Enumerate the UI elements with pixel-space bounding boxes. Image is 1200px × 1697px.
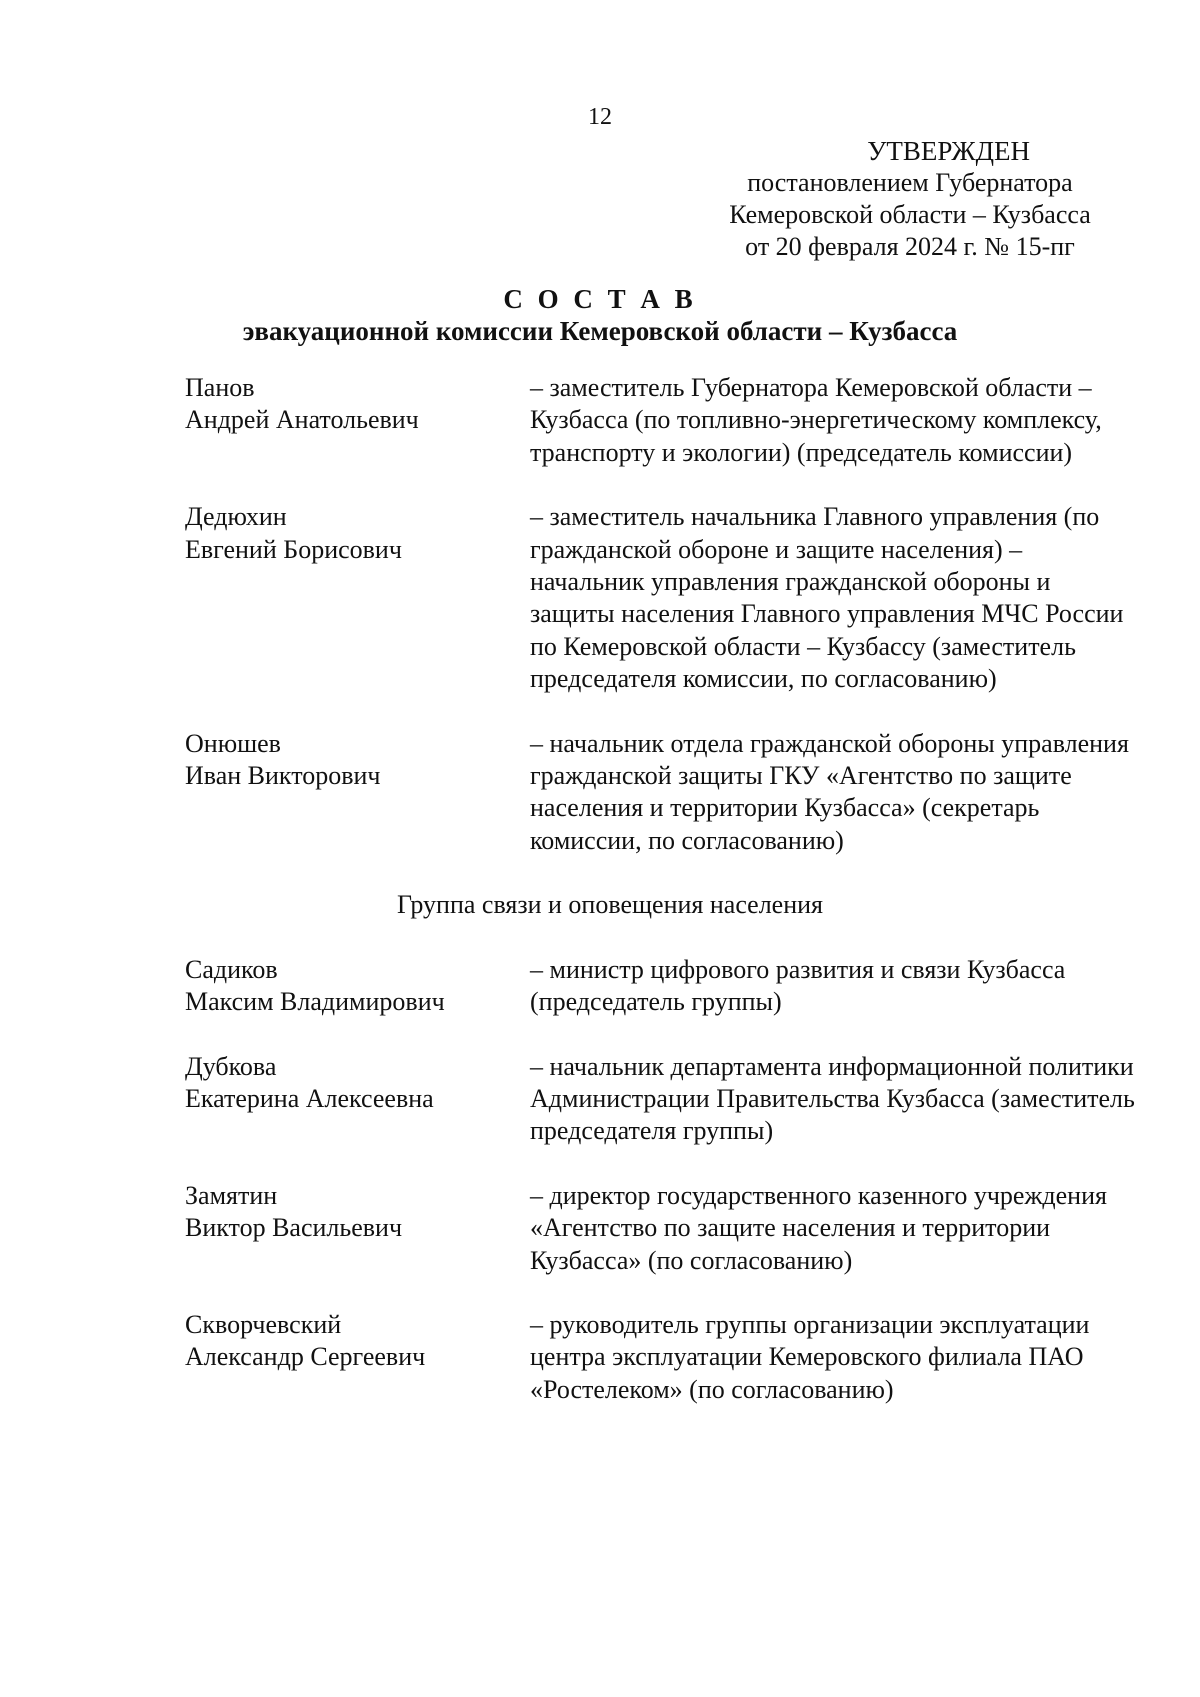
member-surname: Онюшев — [185, 728, 281, 758]
member-entry — [185, 728, 1135, 858]
member-given-name: Иван Викторович — [185, 761, 381, 791]
member-name — [185, 954, 530, 1019]
member-role: – заместитель начальника Главного управления (по гражданской обороне и защите населения) – начальник управления гражданской обороны и защиты населения Главного управления МЧС России по Кемеровской области – Кузбассу (заместитель председателя комиссии, по согласованию) — [530, 502, 1124, 694]
member-entry — [185, 1309, 1135, 1406]
member-given-name: Екатерина Алексеевна — [185, 1083, 434, 1113]
member-role: – руководитель группы организации эксплуатации центра эксплуатации Кемеровского филиала ПАО «Ростелеком» (по согласованию) — [530, 1309, 1090, 1404]
member-entry — [185, 954, 1135, 1019]
member-role: – министр цифрового развития и связи Кузбасса (председатель группы) — [530, 954, 1066, 1017]
member-name — [185, 1180, 530, 1277]
member-name — [185, 372, 530, 469]
document-title: С О С Т А В — [503, 284, 697, 314]
document-subtitle: эвакуационной комиссии Кемеровской области – Кузбасса — [242, 316, 958, 346]
page-number: 12 — [588, 104, 612, 130]
member-name — [185, 728, 530, 858]
member-given-name: Виктор Васильевич — [185, 1213, 403, 1243]
member-entry — [185, 372, 1135, 469]
approval-line-1: постановлением Губернатора — [747, 168, 1073, 197]
member-given-name: Андрей Анатольевич — [185, 405, 419, 435]
member-surname: Дедюхин — [185, 502, 287, 532]
member-role: – начальник отдела гражданской обороны управления гражданской защиты ГКУ «Агентство по защите населения и территории Кузбасса» (секретарь комиссии, по согласованию) — [530, 728, 1129, 855]
member-surname: Дубкова — [185, 1051, 277, 1081]
member-entry — [185, 1051, 1135, 1148]
member-entry — [185, 1180, 1135, 1277]
member-given-name: Александр Сергеевич — [185, 1342, 426, 1372]
member-name — [185, 1051, 530, 1148]
member-entry — [185, 501, 1135, 695]
member-name — [185, 501, 530, 695]
member-given-name: Евгений Борисович — [185, 534, 402, 564]
member-role: – директор государственного казенного учреждения «Агентство по защите населения и территории Кузбасса» (по согласованию) — [530, 1180, 1107, 1275]
member-role: – начальник департамента информационной политики Администрации Правительства Кузбасса (заместитель председателя группы) — [530, 1051, 1135, 1146]
member-surname: Садиков — [185, 954, 278, 984]
member-surname: Панов — [185, 373, 255, 402]
approval-line-3: от 20 февраля 2024 г. № 15-пг — [745, 232, 1075, 261]
member-surname: Замятин — [185, 1180, 278, 1210]
member-name — [185, 1309, 530, 1406]
member-surname: Скворчевский — [185, 1309, 342, 1339]
approved-label: УТВЕРЖДЕН — [867, 136, 1030, 166]
member-role: – заместитель Губернатора Кемеровской области – Кузбасса (по топливно-энергетическому комплексу, транспорту и экологии) (председатель комиссии) — [530, 373, 1102, 467]
approval-stamp — [700, 135, 1120, 263]
approval-line-2: Кемеровской области – Кузбасса — [729, 200, 1091, 229]
group-heading: Группа связи и оповещения населения — [396, 890, 824, 920]
member-list — [185, 372, 1135, 1438]
document-title-block — [0, 283, 1200, 347]
member-given-name: Максим Владимирович — [185, 987, 445, 1017]
